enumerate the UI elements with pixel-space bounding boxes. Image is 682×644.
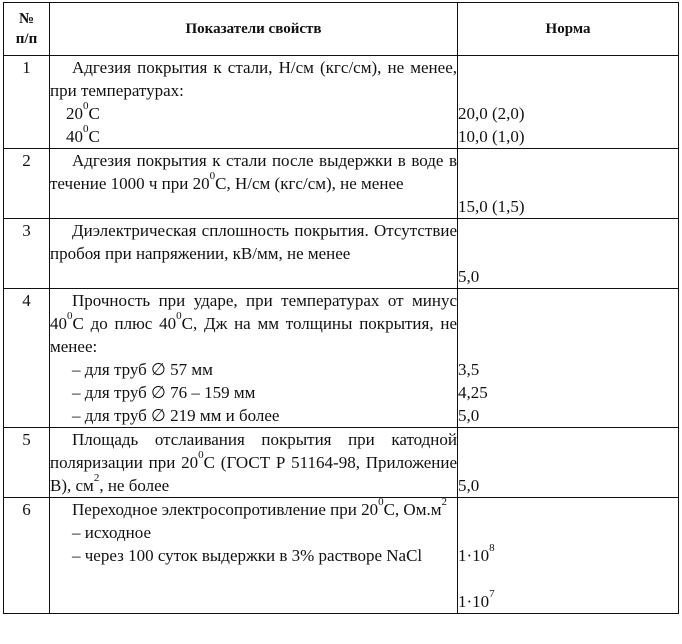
table-row xyxy=(4,289,679,428)
table-row xyxy=(4,56,679,149)
property-text: Диэлектрическая сплошность покрытия. Отсутствие пробоя при напряжении, кВ/мм, не менее xyxy=(50,221,457,263)
table-row xyxy=(4,149,679,219)
norm-value: 20,0 (2,0) xyxy=(458,104,525,123)
property-cell xyxy=(50,498,458,614)
row-number: 6 xyxy=(4,498,50,614)
row-number: 1 xyxy=(4,56,50,149)
property-cell xyxy=(50,219,458,289)
row-number: 2 xyxy=(4,149,50,219)
table-row xyxy=(4,428,679,498)
header-norm-label: Норма xyxy=(545,21,591,37)
property-text: $20^0С$ xyxy=(66,100,100,123)
norm-cell xyxy=(458,219,679,289)
property-cell xyxy=(50,56,458,149)
norm-spacer xyxy=(458,428,678,451)
property-text: Адгезия покрытия к стали, Н/см (кгс/см), не менее, при температурах: xyxy=(50,58,457,100)
norm-value: 3,5 xyxy=(458,360,480,379)
table-body xyxy=(4,56,679,614)
property-cell xyxy=(50,289,458,428)
norm-value: 10,0 (1,0) xyxy=(458,127,525,146)
norm-cell xyxy=(458,149,679,219)
properties-table xyxy=(3,2,679,614)
norm-cell xyxy=(458,56,679,149)
property-text: – для труб ∅ 219 мм и более xyxy=(72,406,280,425)
header-num-label: № п/п xyxy=(15,11,38,47)
header-norm xyxy=(458,3,679,56)
norm-cell xyxy=(458,289,679,428)
norm-spacer xyxy=(458,172,678,195)
property-text: $40^0С$ xyxy=(66,123,100,146)
norm-value: 15,0 (1,5) xyxy=(458,197,525,216)
header-property-label: Показатели свойств xyxy=(185,21,322,37)
property-text: – через 100 суток выдержки в 3% растворе NaCl xyxy=(72,546,423,565)
norm-value: 4,25 xyxy=(458,383,488,402)
table-row xyxy=(4,219,679,289)
header-property xyxy=(50,3,458,56)
row-number: 4 xyxy=(4,289,50,428)
norm-spacer xyxy=(458,56,678,79)
norm-cell xyxy=(458,428,679,498)
norm-value: 5,0 xyxy=(458,476,480,495)
property-text: – для труб ∅ 76 – 159 мм xyxy=(72,383,256,402)
norm-value: $1\cdot 10^7$ xyxy=(458,588,495,611)
header-row xyxy=(4,3,679,56)
norm-spacer xyxy=(458,289,678,312)
norm-spacer xyxy=(458,242,678,265)
header-num xyxy=(4,3,50,56)
norm-spacer xyxy=(458,567,678,590)
norm-spacer xyxy=(458,219,678,242)
property-text: – исходное xyxy=(72,523,152,542)
property-cell xyxy=(50,149,458,219)
norm-value: 5,0 xyxy=(458,406,480,425)
norm-value: $1\cdot 10^8$ xyxy=(458,542,495,565)
norm-spacer xyxy=(458,79,678,102)
property-cell xyxy=(50,428,458,498)
norm-value: 5,0 xyxy=(458,267,480,286)
property-text: Переходное электросопротивление при $20^0С$, $Ом.м^2$ xyxy=(72,496,447,519)
property-text: – для труб ∅ 57 мм xyxy=(72,360,213,379)
norm-cell xyxy=(458,498,679,614)
table-row xyxy=(4,498,679,614)
norm-spacer xyxy=(458,451,678,474)
norm-spacer xyxy=(458,149,678,172)
property-text: Прочность при ударе, при температурах от минус $40^0С$ до плюс $40^0С$, Дж на мм толщины покрытия, не менее: xyxy=(50,291,457,356)
row-number: 3 xyxy=(4,219,50,289)
row-number: 5 xyxy=(4,428,50,498)
norm-spacer xyxy=(458,335,678,358)
property-text: Адгезия покрытия к стали после выдержки в воде в течение 1000 ч при $20^0С$, Н/см (кгс/см), не менее xyxy=(50,151,457,193)
property-text: Площадь отслаивания покрытия при катодной поляризации при $20^0С$ (ГОСТ Р 51164-98, Приложение В), $см^2$, не более xyxy=(50,430,457,495)
norm-spacer xyxy=(458,521,678,544)
norm-spacer xyxy=(458,312,678,335)
norm-spacer xyxy=(458,498,678,521)
